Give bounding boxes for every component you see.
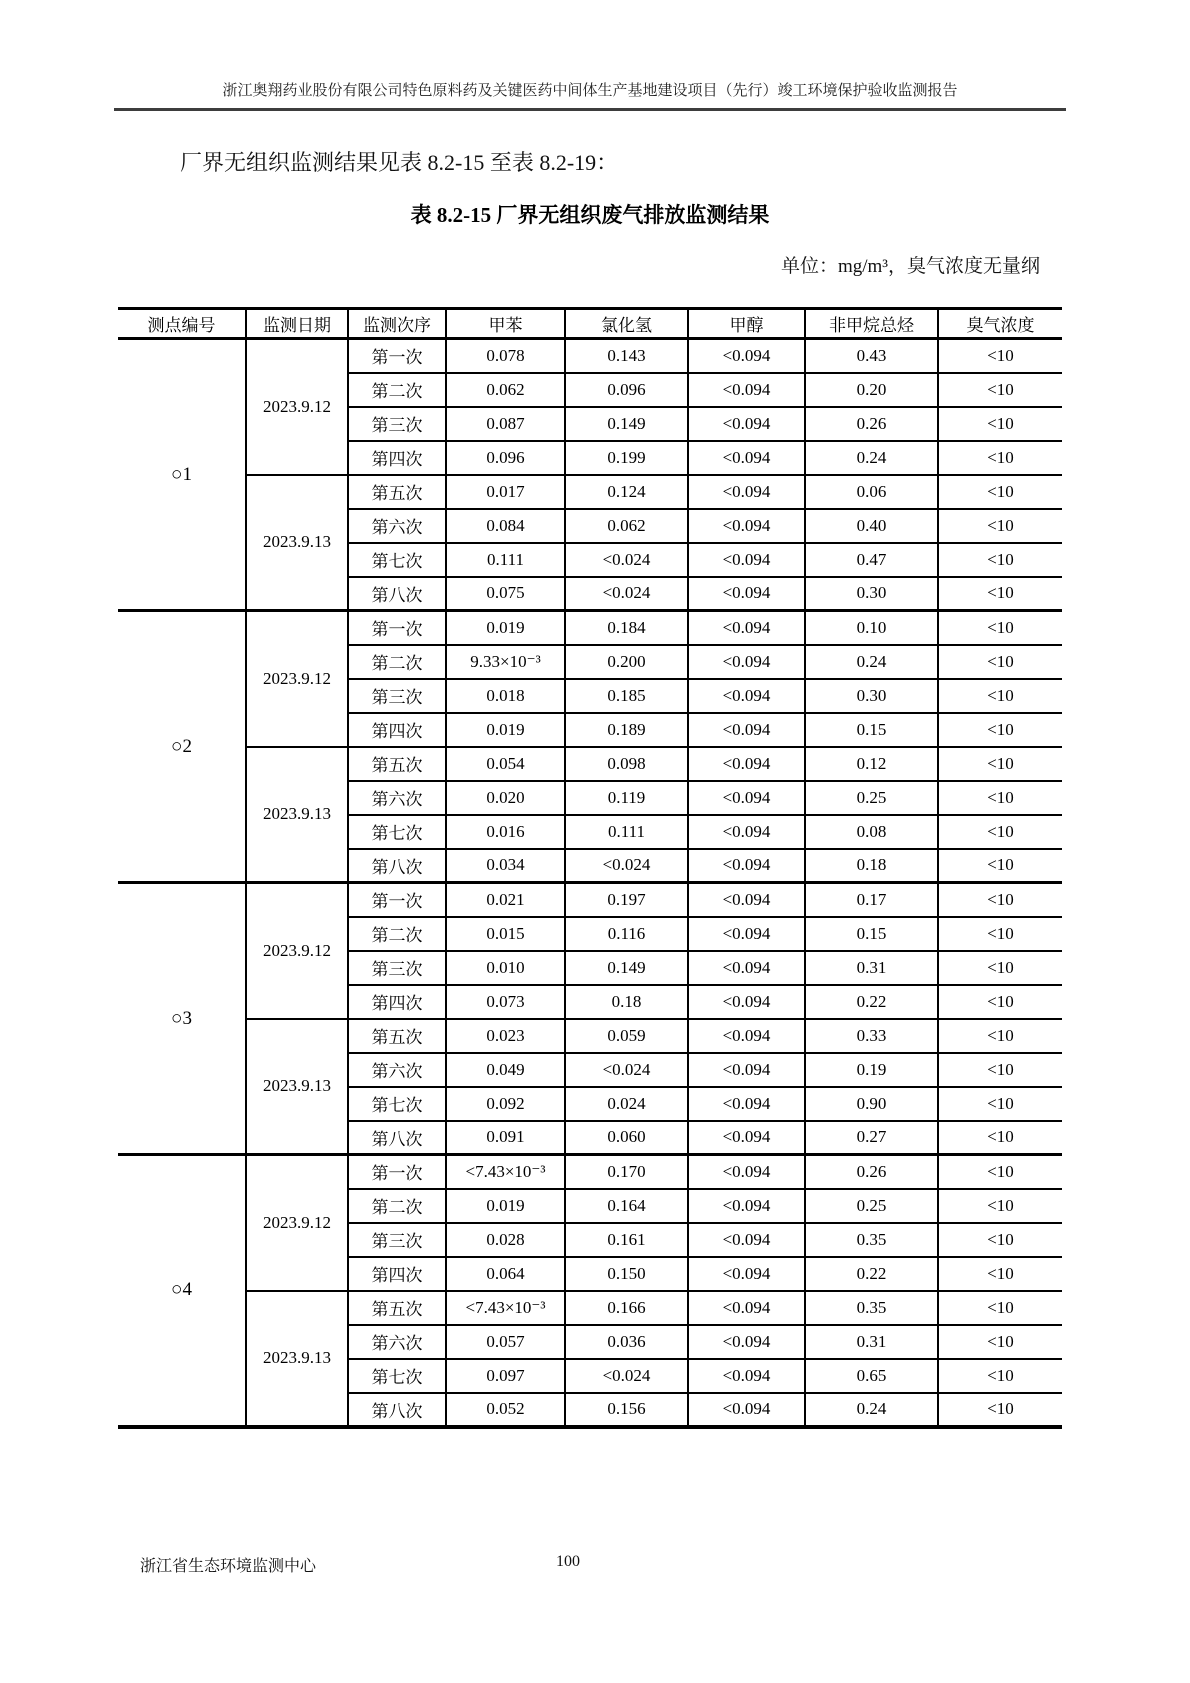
value-cell: 0.199 <box>565 441 688 475</box>
value-cell: 0.25 <box>805 1189 938 1223</box>
unit-note: 单位：mg/m³，臭气浓度无量纲 <box>780 256 1040 277</box>
value-cell: <10 <box>938 1359 1062 1393</box>
table-row <box>118 339 1062 373</box>
value-cell: <10 <box>938 1053 1062 1087</box>
date-cell: 2023.9.12 <box>246 883 348 1019</box>
value-cell: <10 <box>938 849 1062 883</box>
value-cell: 0.30 <box>805 679 938 713</box>
sequence-cell: 第四次 <box>348 1257 446 1291</box>
value-cell: <10 <box>938 1393 1062 1427</box>
value-cell: 0.036 <box>565 1325 688 1359</box>
value-cell: <10 <box>938 951 1062 985</box>
value-cell: <10 <box>938 985 1062 1019</box>
sequence-cell: 第五次 <box>348 475 446 509</box>
value-cell: 0.164 <box>565 1189 688 1223</box>
value-cell: 0.024 <box>565 1087 688 1121</box>
value-cell: 0.156 <box>565 1393 688 1427</box>
value-cell: 0.150 <box>565 1257 688 1291</box>
value-cell: 0.166 <box>565 1291 688 1325</box>
value-cell: 0.06 <box>805 475 938 509</box>
value-cell: 0.18 <box>565 985 688 1019</box>
value-cell: 0.161 <box>565 1223 688 1257</box>
value-cell: <10 <box>938 645 1062 679</box>
value-cell: <0.094 <box>688 577 805 611</box>
value-cell: 0.184 <box>565 611 688 645</box>
value-cell: 0.26 <box>805 1155 938 1189</box>
value-cell: 0.049 <box>446 1053 565 1087</box>
header-rule <box>114 108 1066 111</box>
value-cell: <7.43×10⁻³ <box>446 1155 565 1189</box>
value-cell: 0.30 <box>805 577 938 611</box>
value-cell: 0.149 <box>565 951 688 985</box>
value-cell: 0.059 <box>565 1019 688 1053</box>
value-cell: <10 <box>938 679 1062 713</box>
value-cell: 0.33 <box>805 1019 938 1053</box>
value-cell: 0.020 <box>446 781 565 815</box>
sequence-cell: 第五次 <box>348 747 446 781</box>
value-cell: 0.22 <box>805 985 938 1019</box>
value-cell: 0.091 <box>446 1121 565 1155</box>
value-cell: <0.094 <box>688 611 805 645</box>
value-cell: 0.15 <box>805 713 938 747</box>
value-cell: 0.018 <box>446 679 565 713</box>
value-cell: <0.024 <box>565 1053 688 1087</box>
intro-paragraph: 厂界无组织监测结果见表 8.2-15 至表 8.2-19： <box>180 150 619 175</box>
sequence-cell: 第四次 <box>348 713 446 747</box>
sequence-cell: 第六次 <box>348 781 446 815</box>
value-cell: 0.111 <box>446 543 565 577</box>
column-header: 甲苯 <box>446 309 565 339</box>
value-cell: 0.092 <box>446 1087 565 1121</box>
value-cell: <10 <box>938 917 1062 951</box>
value-cell: <10 <box>938 543 1062 577</box>
value-cell: <0.094 <box>688 645 805 679</box>
value-cell: 0.097 <box>446 1359 565 1393</box>
value-cell: 0.116 <box>565 917 688 951</box>
sequence-cell: 第七次 <box>348 815 446 849</box>
value-cell: 0.31 <box>805 951 938 985</box>
value-cell: <10 <box>938 577 1062 611</box>
sequence-cell: 第六次 <box>348 509 446 543</box>
value-cell: <0.094 <box>688 475 805 509</box>
value-cell: <0.094 <box>688 1087 805 1121</box>
value-cell: 0.26 <box>805 407 938 441</box>
sequence-cell: 第三次 <box>348 951 446 985</box>
value-cell: <10 <box>938 883 1062 917</box>
date-cell: 2023.9.13 <box>246 1291 348 1427</box>
value-cell: 0.35 <box>805 1223 938 1257</box>
value-cell: <10 <box>938 713 1062 747</box>
value-cell: 0.098 <box>565 747 688 781</box>
value-cell: <0.094 <box>688 509 805 543</box>
value-cell: 0.019 <box>446 713 565 747</box>
value-cell: 0.124 <box>565 475 688 509</box>
value-cell: <10 <box>938 1325 1062 1359</box>
sequence-cell: 第四次 <box>348 985 446 1019</box>
value-cell: <0.094 <box>688 1291 805 1325</box>
value-cell: 0.015 <box>446 917 565 951</box>
value-cell: 0.119 <box>565 781 688 815</box>
table-row <box>118 611 1062 645</box>
value-cell: 0.200 <box>565 645 688 679</box>
value-cell: <7.43×10⁻³ <box>446 1291 565 1325</box>
value-cell: 0.149 <box>565 407 688 441</box>
sequence-cell: 第一次 <box>348 883 446 917</box>
table-row <box>118 1291 1062 1325</box>
value-cell: 0.010 <box>446 951 565 985</box>
value-cell: 0.12 <box>805 747 938 781</box>
value-cell: <0.094 <box>688 441 805 475</box>
value-cell: <0.094 <box>688 917 805 951</box>
value-cell: <0.094 <box>688 951 805 985</box>
value-cell: <0.094 <box>688 747 805 781</box>
sequence-cell: 第八次 <box>348 1121 446 1155</box>
value-cell: 0.189 <box>565 713 688 747</box>
date-cell: 2023.9.12 <box>246 1155 348 1291</box>
sequence-cell: 第二次 <box>348 373 446 407</box>
value-cell: <10 <box>938 1223 1062 1257</box>
value-cell: <0.024 <box>565 1359 688 1393</box>
table-row <box>118 1155 1062 1189</box>
value-cell: 0.054 <box>446 747 565 781</box>
sequence-cell: 第八次 <box>348 849 446 883</box>
column-header: 测点编号 <box>118 309 246 339</box>
table-row <box>118 883 1062 917</box>
value-cell: 0.062 <box>446 373 565 407</box>
value-cell: <0.094 <box>688 1257 805 1291</box>
value-cell: <0.094 <box>688 543 805 577</box>
page-number: 100 <box>556 1553 580 1570</box>
value-cell: 0.22 <box>805 1257 938 1291</box>
value-cell: <0.024 <box>565 849 688 883</box>
value-cell: 0.078 <box>446 339 565 373</box>
date-cell: 2023.9.13 <box>246 475 348 611</box>
column-header: 监测次序 <box>348 309 446 339</box>
value-cell: 0.096 <box>565 373 688 407</box>
value-cell: 0.028 <box>446 1223 565 1257</box>
value-cell: <0.094 <box>688 883 805 917</box>
value-cell: <0.094 <box>688 815 805 849</box>
value-cell: <0.094 <box>688 713 805 747</box>
sequence-cell: 第一次 <box>348 339 446 373</box>
value-cell: <10 <box>938 1291 1062 1325</box>
date-cell: 2023.9.12 <box>246 611 348 747</box>
value-cell: 0.073 <box>446 985 565 1019</box>
value-cell: <10 <box>938 339 1062 373</box>
value-cell: 0.185 <box>565 679 688 713</box>
sequence-cell: 第四次 <box>348 441 446 475</box>
value-cell: 9.33×10⁻³ <box>446 645 565 679</box>
value-cell: 0.143 <box>565 339 688 373</box>
value-cell: <0.094 <box>688 1189 805 1223</box>
value-cell: <0.094 <box>688 781 805 815</box>
value-cell: <10 <box>938 781 1062 815</box>
value-cell: 0.075 <box>446 577 565 611</box>
value-cell: <10 <box>938 509 1062 543</box>
value-cell: <10 <box>938 1257 1062 1291</box>
sequence-cell: 第六次 <box>348 1325 446 1359</box>
column-header: 氯化氢 <box>565 309 688 339</box>
value-cell: 0.17 <box>805 883 938 917</box>
value-cell: 0.20 <box>805 373 938 407</box>
value-cell: <10 <box>938 1019 1062 1053</box>
sequence-cell: 第八次 <box>348 577 446 611</box>
value-cell: 0.087 <box>446 407 565 441</box>
value-cell: <0.094 <box>688 1053 805 1087</box>
value-cell: 0.060 <box>565 1121 688 1155</box>
date-cell: 2023.9.12 <box>246 339 348 475</box>
value-cell: <0.094 <box>688 407 805 441</box>
value-cell: <0.094 <box>688 1325 805 1359</box>
value-cell: <0.024 <box>565 543 688 577</box>
value-cell: 0.057 <box>446 1325 565 1359</box>
value-cell: 0.064 <box>446 1257 565 1291</box>
table-row <box>118 1019 1062 1053</box>
value-cell: <10 <box>938 407 1062 441</box>
value-cell: <10 <box>938 1087 1062 1121</box>
value-cell: 0.31 <box>805 1325 938 1359</box>
value-cell: 0.35 <box>805 1291 938 1325</box>
sequence-cell: 第一次 <box>348 1155 446 1189</box>
value-cell: 0.197 <box>565 883 688 917</box>
sequence-cell: 第二次 <box>348 1189 446 1223</box>
value-cell: 0.019 <box>446 611 565 645</box>
sequence-cell: 第三次 <box>348 679 446 713</box>
sequence-cell: 第一次 <box>348 611 446 645</box>
value-cell: 0.10 <box>805 611 938 645</box>
value-cell: <0.094 <box>688 679 805 713</box>
value-cell: <10 <box>938 1155 1062 1189</box>
footer-organization: 浙江省生态环境监测中心 <box>140 1558 317 1575</box>
value-cell: 0.034 <box>446 849 565 883</box>
sequence-cell: 第三次 <box>348 407 446 441</box>
value-cell: <10 <box>938 747 1062 781</box>
value-cell: 0.24 <box>805 645 938 679</box>
value-cell: 0.052 <box>446 1393 565 1427</box>
date-cell: 2023.9.13 <box>246 747 348 883</box>
value-cell: 0.25 <box>805 781 938 815</box>
sequence-cell: 第二次 <box>348 645 446 679</box>
sequence-cell: 第八次 <box>348 1393 446 1427</box>
value-cell: 0.24 <box>805 441 938 475</box>
value-cell: <0.094 <box>688 1359 805 1393</box>
column-header: 甲醇 <box>688 309 805 339</box>
value-cell: 0.65 <box>805 1359 938 1393</box>
value-cell: 0.40 <box>805 509 938 543</box>
value-cell: <0.094 <box>688 985 805 1019</box>
point-id-cell: ○3 <box>118 883 246 1155</box>
sequence-cell: 第六次 <box>348 1053 446 1087</box>
sequence-cell: 第五次 <box>348 1019 446 1053</box>
value-cell: 0.021 <box>446 883 565 917</box>
value-cell: <0.024 <box>565 577 688 611</box>
value-cell: 0.023 <box>446 1019 565 1053</box>
value-cell: <10 <box>938 373 1062 407</box>
value-cell: 0.19 <box>805 1053 938 1087</box>
value-cell: 0.096 <box>446 441 565 475</box>
sequence-cell: 第二次 <box>348 917 446 951</box>
value-cell: <10 <box>938 1121 1062 1155</box>
value-cell: <0.094 <box>688 1019 805 1053</box>
sequence-cell: 第三次 <box>348 1223 446 1257</box>
point-id-cell: ○4 <box>118 1155 246 1427</box>
value-cell: 0.43 <box>805 339 938 373</box>
point-id-cell: ○2 <box>118 611 246 883</box>
value-cell: 0.18 <box>805 849 938 883</box>
value-cell: <0.094 <box>688 339 805 373</box>
column-header: 监测日期 <box>246 309 348 339</box>
value-cell: <0.094 <box>688 373 805 407</box>
sequence-cell: 第七次 <box>348 543 446 577</box>
value-cell: 0.170 <box>565 1155 688 1189</box>
value-cell: 0.27 <box>805 1121 938 1155</box>
value-cell: 0.017 <box>446 475 565 509</box>
value-cell: 0.111 <box>565 815 688 849</box>
monitoring-results-table <box>118 307 1062 1429</box>
value-cell: 0.016 <box>446 815 565 849</box>
value-cell: 0.084 <box>446 509 565 543</box>
running-header: 浙江奥翔药业股份有限公司特色原料药及关键医药中间体生产基地建设项目（先行）竣工环境保护验收监测报告 <box>222 83 958 99</box>
value-cell: 0.062 <box>565 509 688 543</box>
value-cell: <0.094 <box>688 1223 805 1257</box>
value-cell: <10 <box>938 441 1062 475</box>
value-cell: <10 <box>938 475 1062 509</box>
value-cell: 0.15 <box>805 917 938 951</box>
value-cell: <0.094 <box>688 1121 805 1155</box>
sequence-cell: 第七次 <box>348 1359 446 1393</box>
point-id-cell: ○1 <box>118 339 246 611</box>
value-cell: 0.08 <box>805 815 938 849</box>
sequence-cell: 第五次 <box>348 1291 446 1325</box>
table-title: 表 8.2-15 厂界无组织废气排放监测结果 <box>410 203 770 227</box>
value-cell: <10 <box>938 611 1062 645</box>
column-header: 非甲烷总烃 <box>805 309 938 339</box>
value-cell: 0.24 <box>805 1393 938 1427</box>
value-cell: <0.094 <box>688 1393 805 1427</box>
value-cell: 0.90 <box>805 1087 938 1121</box>
value-cell: <0.094 <box>688 1155 805 1189</box>
date-cell: 2023.9.13 <box>246 1019 348 1155</box>
column-header: 臭气浓度 <box>938 309 1062 339</box>
value-cell: 0.47 <box>805 543 938 577</box>
table-row <box>118 747 1062 781</box>
value-cell: <0.094 <box>688 849 805 883</box>
table-row <box>118 475 1062 509</box>
table-header-row <box>118 309 1062 339</box>
value-cell: 0.019 <box>446 1189 565 1223</box>
value-cell: <10 <box>938 815 1062 849</box>
sequence-cell: 第七次 <box>348 1087 446 1121</box>
value-cell: <10 <box>938 1189 1062 1223</box>
